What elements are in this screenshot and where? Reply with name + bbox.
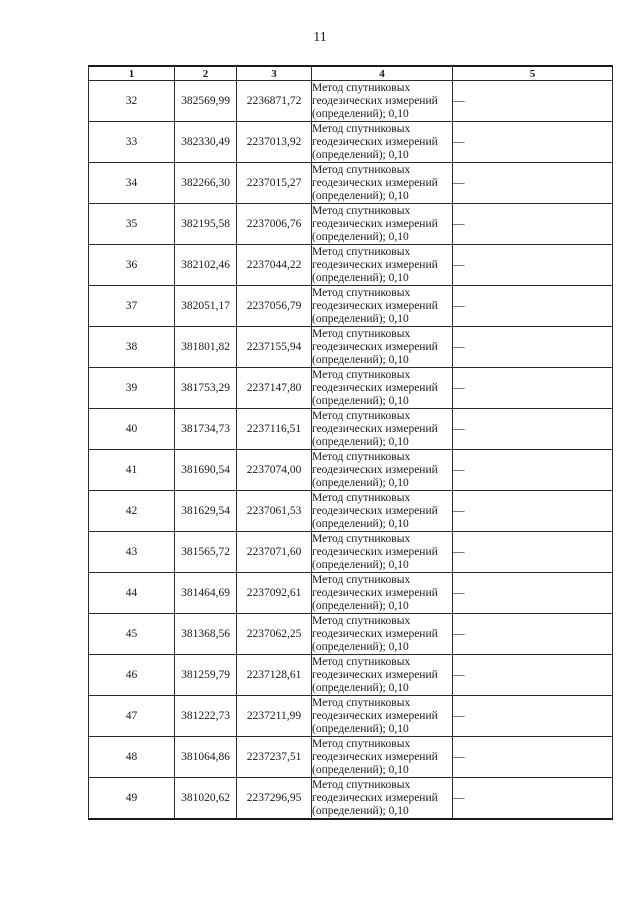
method-cell <box>312 696 453 737</box>
table-row <box>89 204 613 245</box>
method-line: геодезических измерений <box>312 217 438 230</box>
table-row <box>89 81 613 122</box>
method-line: Метод спутниковых <box>312 204 411 217</box>
method-cell <box>312 655 453 696</box>
method-line: (определений); 0,10 <box>312 312 409 325</box>
page-number: 11 <box>313 30 327 45</box>
point-number-cell: 32 <box>89 81 175 122</box>
method-line: (определений); 0,10 <box>312 271 409 284</box>
coordinate-x-cell: 381259,79 <box>175 655 237 696</box>
table-row <box>89 450 613 491</box>
point-number-cell: 35 <box>89 204 175 245</box>
coordinate-x-cell: 381801,82 <box>175 327 237 368</box>
table-row <box>89 696 613 737</box>
column-header-1: 1 <box>89 66 175 81</box>
coordinate-x-cell: 382051,17 <box>175 286 237 327</box>
column-header-2: 2 <box>175 66 237 81</box>
point-number-cell: 48 <box>89 737 175 778</box>
description-cell: — <box>453 450 613 491</box>
method-cell <box>312 368 453 409</box>
method-line: геодезических измерений <box>312 545 438 558</box>
description-cell: — <box>453 573 613 614</box>
method-line: Метод спутниковых <box>312 327 411 340</box>
point-number-cell: 41 <box>89 450 175 491</box>
method-line: (определений); 0,10 <box>312 476 409 489</box>
coordinate-y-cell: 2237074,00 <box>237 450 312 491</box>
coordinate-y-cell: 2237211,99 <box>237 696 312 737</box>
table-row <box>89 573 613 614</box>
table-row <box>89 778 613 820</box>
coordinate-y-cell: 2237116,51 <box>237 409 312 450</box>
description-cell: — <box>453 696 613 737</box>
table-header-row <box>89 66 613 81</box>
point-number-cell: 33 <box>89 122 175 163</box>
method-line: (определений); 0,10 <box>312 804 409 817</box>
coordinate-x-cell: 381690,54 <box>175 450 237 491</box>
method-cell <box>312 778 453 820</box>
description-cell: — <box>453 122 613 163</box>
table-row <box>89 245 613 286</box>
column-header-3: 3 <box>237 66 312 81</box>
column-header-5: 5 <box>453 66 613 81</box>
method-line: (определений); 0,10 <box>312 394 409 407</box>
coordinate-x-cell: 381064,86 <box>175 737 237 778</box>
description-cell: — <box>453 409 613 450</box>
point-number-cell: 49 <box>89 778 175 820</box>
point-number-cell: 36 <box>89 245 175 286</box>
method-line: геодезических измерений <box>312 381 438 394</box>
coordinate-y-cell: 2237147,80 <box>237 368 312 409</box>
method-line: геодезических измерений <box>312 176 438 189</box>
coordinate-y-cell: 2237071,60 <box>237 532 312 573</box>
method-line: (определений); 0,10 <box>312 353 409 366</box>
method-line: геодезических измерений <box>312 586 438 599</box>
description-cell: — <box>453 778 613 820</box>
method-line: Метод спутниковых <box>312 368 411 381</box>
coordinate-x-cell: 381565,72 <box>175 532 237 573</box>
method-cell <box>312 409 453 450</box>
coordinate-x-cell: 382266,30 <box>175 163 237 204</box>
method-line: Метод спутниковых <box>312 614 411 627</box>
coordinate-y-cell: 2237128,61 <box>237 655 312 696</box>
point-number-cell: 37 <box>89 286 175 327</box>
method-line: геодезических измерений <box>312 463 438 476</box>
point-number-cell: 45 <box>89 614 175 655</box>
coordinate-y-cell: 2237044,22 <box>237 245 312 286</box>
coordinate-x-cell: 381734,73 <box>175 409 237 450</box>
coordinate-y-cell: 2237006,76 <box>237 204 312 245</box>
table-row <box>89 327 613 368</box>
table-row <box>89 532 613 573</box>
point-number-cell: 38 <box>89 327 175 368</box>
coordinate-y-cell: 2237061,53 <box>237 491 312 532</box>
description-cell: — <box>453 655 613 696</box>
method-cell <box>312 163 453 204</box>
table-row <box>89 655 613 696</box>
method-line: геодезических измерений <box>312 94 438 107</box>
table-row <box>89 737 613 778</box>
point-number-cell: 43 <box>89 532 175 573</box>
method-line: Метод спутниковых <box>312 409 411 422</box>
coordinate-y-cell: 2237013,92 <box>237 122 312 163</box>
table-row <box>89 409 613 450</box>
point-number-cell: 40 <box>89 409 175 450</box>
method-line: геодезических измерений <box>312 627 438 640</box>
description-cell: — <box>453 327 613 368</box>
method-cell <box>312 614 453 655</box>
point-number-cell: 34 <box>89 163 175 204</box>
description-cell: — <box>453 245 613 286</box>
coordinate-y-cell: 2237237,51 <box>237 737 312 778</box>
method-line: (определений); 0,10 <box>312 189 409 202</box>
method-cell <box>312 737 453 778</box>
method-line: Метод спутниковых <box>312 122 411 135</box>
method-line: Метод спутниковых <box>312 450 411 463</box>
method-line: (определений); 0,10 <box>312 148 409 161</box>
description-cell: — <box>453 204 613 245</box>
method-line: геодезических измерений <box>312 258 438 271</box>
method-cell <box>312 81 453 122</box>
method-cell <box>312 573 453 614</box>
method-line: (определений); 0,10 <box>312 722 409 735</box>
table-row <box>89 163 613 204</box>
description-cell: — <box>453 614 613 655</box>
method-line: геодезических измерений <box>312 422 438 435</box>
coordinate-y-cell: 2237296,95 <box>237 778 312 820</box>
method-line: Метод спутниковых <box>312 778 411 791</box>
method-line: (определений); 0,10 <box>312 435 409 448</box>
method-line: (определений); 0,10 <box>312 517 409 530</box>
method-line: Метод спутниковых <box>312 737 411 750</box>
table-row <box>89 122 613 163</box>
table-row <box>89 368 613 409</box>
coordinate-x-cell: 381020,62 <box>175 778 237 820</box>
description-cell: — <box>453 368 613 409</box>
method-cell <box>312 245 453 286</box>
description-cell: — <box>453 737 613 778</box>
method-line: Метод спутниковых <box>312 491 411 504</box>
coordinate-x-cell: 381368,56 <box>175 614 237 655</box>
coordinates-table <box>88 65 613 820</box>
table-body <box>89 81 613 820</box>
coordinate-y-cell: 2237092,61 <box>237 573 312 614</box>
description-cell: — <box>453 81 613 122</box>
method-cell <box>312 327 453 368</box>
method-line: геодезических измерений <box>312 299 438 312</box>
method-line: геодезических измерений <box>312 791 438 804</box>
method-line: Метод спутниковых <box>312 81 411 94</box>
method-cell <box>312 532 453 573</box>
method-cell <box>312 122 453 163</box>
method-line: (определений); 0,10 <box>312 640 409 653</box>
description-cell: — <box>453 163 613 204</box>
coordinate-x-cell: 382569,99 <box>175 81 237 122</box>
method-line: (определений); 0,10 <box>312 107 409 120</box>
coordinate-y-cell: 2237056,79 <box>237 286 312 327</box>
coordinate-x-cell: 382195,58 <box>175 204 237 245</box>
method-cell <box>312 204 453 245</box>
coordinate-y-cell: 2236871,72 <box>237 81 312 122</box>
point-number-cell: 44 <box>89 573 175 614</box>
description-cell: — <box>453 532 613 573</box>
method-cell <box>312 286 453 327</box>
description-cell: — <box>453 491 613 532</box>
coordinate-x-cell: 382102,46 <box>175 245 237 286</box>
method-line: Метод спутниковых <box>312 573 411 586</box>
coordinate-y-cell: 2237062,25 <box>237 614 312 655</box>
method-line: геодезических измерений <box>312 504 438 517</box>
table-row <box>89 491 613 532</box>
column-header-4: 4 <box>312 66 453 81</box>
table-row <box>89 286 613 327</box>
method-line: (определений); 0,10 <box>312 599 409 612</box>
table-row <box>89 614 613 655</box>
method-line: Метод спутниковых <box>312 532 411 545</box>
coordinate-x-cell: 381629,54 <box>175 491 237 532</box>
point-number-cell: 47 <box>89 696 175 737</box>
method-line: геодезических измерений <box>312 709 438 722</box>
point-number-cell: 39 <box>89 368 175 409</box>
method-cell <box>312 491 453 532</box>
method-cell <box>312 450 453 491</box>
method-line: (определений); 0,10 <box>312 558 409 571</box>
method-line: геодезических измерений <box>312 668 438 681</box>
coordinate-y-cell: 2237015,27 <box>237 163 312 204</box>
method-line: Метод спутниковых <box>312 655 411 668</box>
coordinate-x-cell: 381222,73 <box>175 696 237 737</box>
method-line: геодезических измерений <box>312 750 438 763</box>
method-line: (определений); 0,10 <box>312 230 409 243</box>
method-line: Метод спутниковых <box>312 696 411 709</box>
coordinate-x-cell: 382330,49 <box>175 122 237 163</box>
coordinate-y-cell: 2237155,94 <box>237 327 312 368</box>
method-line: Метод спутниковых <box>312 245 411 258</box>
description-cell: — <box>453 286 613 327</box>
method-line: геодезических измерений <box>312 340 438 353</box>
method-line: геодезических измерений <box>312 135 438 148</box>
point-number-cell: 42 <box>89 491 175 532</box>
method-line: (определений); 0,10 <box>312 681 409 694</box>
coordinate-x-cell: 381464,69 <box>175 573 237 614</box>
point-number-cell: 46 <box>89 655 175 696</box>
coordinate-x-cell: 381753,29 <box>175 368 237 409</box>
method-line: Метод спутниковых <box>312 163 411 176</box>
method-line: Метод спутниковых <box>312 286 411 299</box>
method-line: (определений); 0,10 <box>312 763 409 776</box>
